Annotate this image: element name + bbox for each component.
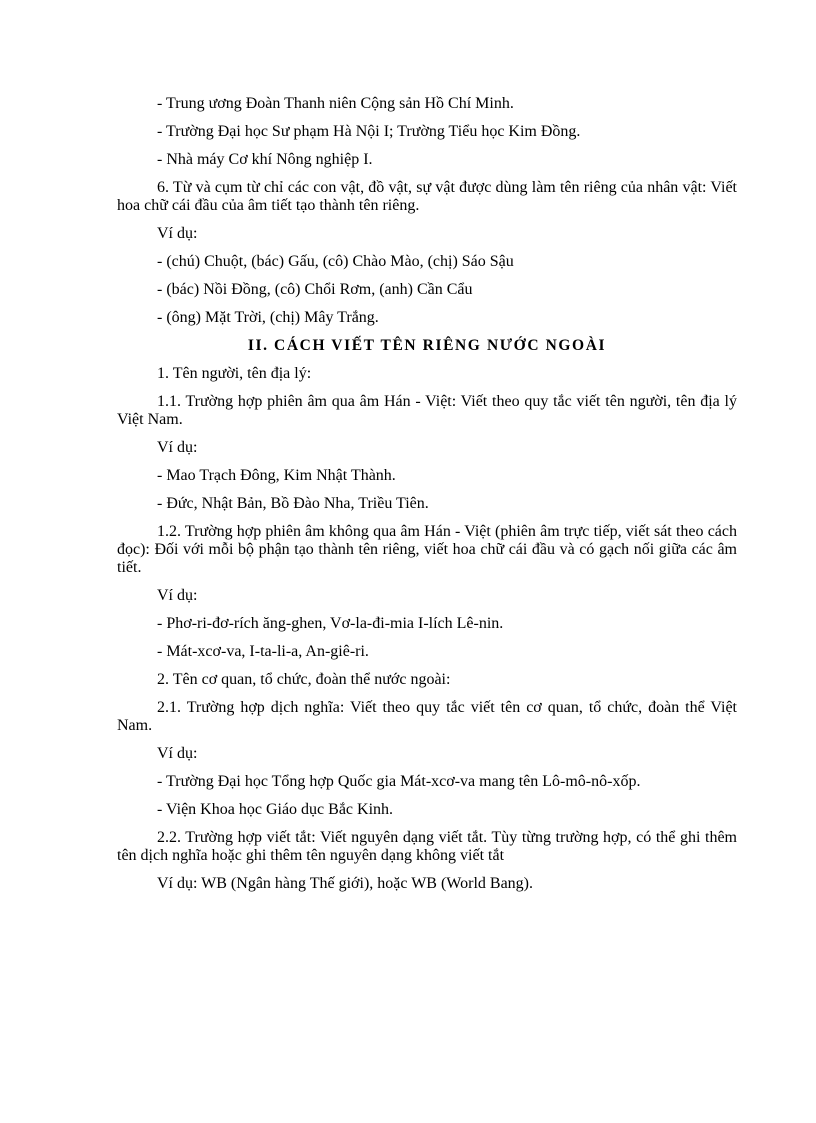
example-label: Ví dụ: [157,225,198,242]
rule-paragraph-1-1: 1.1. Trường hợp phiên âm qua âm Hán - Việt: Viết theo quy tắc viết tên người, tên địa lý Việt Nam. [117,393,737,428]
list-item: - Mát-xcơ-va, I-ta-li-a, An-giê-ri. [157,643,369,660]
list-item: - Nhà máy Cơ khí Nông nghiệp I. [157,151,373,168]
list-item: - Trung ương Đoàn Thanh niên Cộng sản Hồ Chí Minh. [157,95,514,112]
section-heading: II. CÁCH VIẾT TÊN RIÊNG NƯỚC NGOÀI [247,337,607,354]
list-item: - Viện Khoa học Giáo dục Bắc Kinh. [157,801,394,818]
rule-paragraph-1-2: 1.2. Trường hợp phiên âm không qua âm Hán - Việt (phiên âm trực tiếp, viết sát theo cách đọc): Đối với mỗi bộ phận tạo thành tên riêng, viết hoa chữ cái đầu và có gạch nối giữa các âm tiết. [117,523,737,576]
list-item: - (bác) Nồi Đồng, (cô) Chổi Rơm, (anh) Cần Cẩu [157,281,473,298]
list-item: - Mao Trạch Đông, Kim Nhật Thành. [157,467,396,484]
example-label: Ví dụ: [157,745,198,762]
example-line: Ví dụ: WB (Ngân hàng Thế giới), hoặc WB (World Bang). [157,875,533,892]
example-label: Ví dụ: [157,439,198,456]
rule-paragraph-2-2: 2.2. Trường hợp viết tắt: Viết nguyên dạng viết tắt. Tùy từng trường hợp, có thể ghi thêm tên dịch nghĩa hoặc ghi thêm tên nguyên dạng không viết tắt [117,829,737,864]
list-item: - (chú) Chuột, (bác) Gấu, (cô) Chào Mào, (chị) Sáo Sậu [157,253,514,270]
example-label: Ví dụ: [157,587,198,604]
subsection-title: 1. Tên người, tên địa lý: [157,365,312,382]
document-body [117,95,737,903]
list-item: - Đức, Nhật Bản, Bồ Đào Nha, Triều Tiên. [157,495,429,512]
list-item: - Trường Đại học Tổng hợp Quốc gia Mát-xcơ-va mang tên Lô-mô-nô-xốp. [157,773,641,790]
list-item: - (ông) Mặt Trời, (chị) Mây Trắng. [157,309,379,326]
list-item: - Phơ-ri-đơ-rích ăng-ghen, Vơ-la-đi-mia I-lích Lê-nin. [157,615,504,632]
list-item: - Trường Đại học Sư phạm Hà Nội I; Trường Tiểu học Kim Đồng. [157,123,581,140]
subsection-title: 2. Tên cơ quan, tổ chức, đoàn thể nước ngoài: [157,671,451,688]
rule-paragraph-6: 6. Từ và cụm từ chỉ các con vật, đồ vật, sự vật được dùng làm tên riêng của nhân vật: Viết hoa chữ cái đầu của âm tiết tạo thành tên riêng. [117,179,737,214]
rule-paragraph-2-1: 2.1. Trường hợp dịch nghĩa: Viết theo quy tắc viết tên cơ quan, tổ chức, đoàn thể Việt Nam. [117,699,737,734]
